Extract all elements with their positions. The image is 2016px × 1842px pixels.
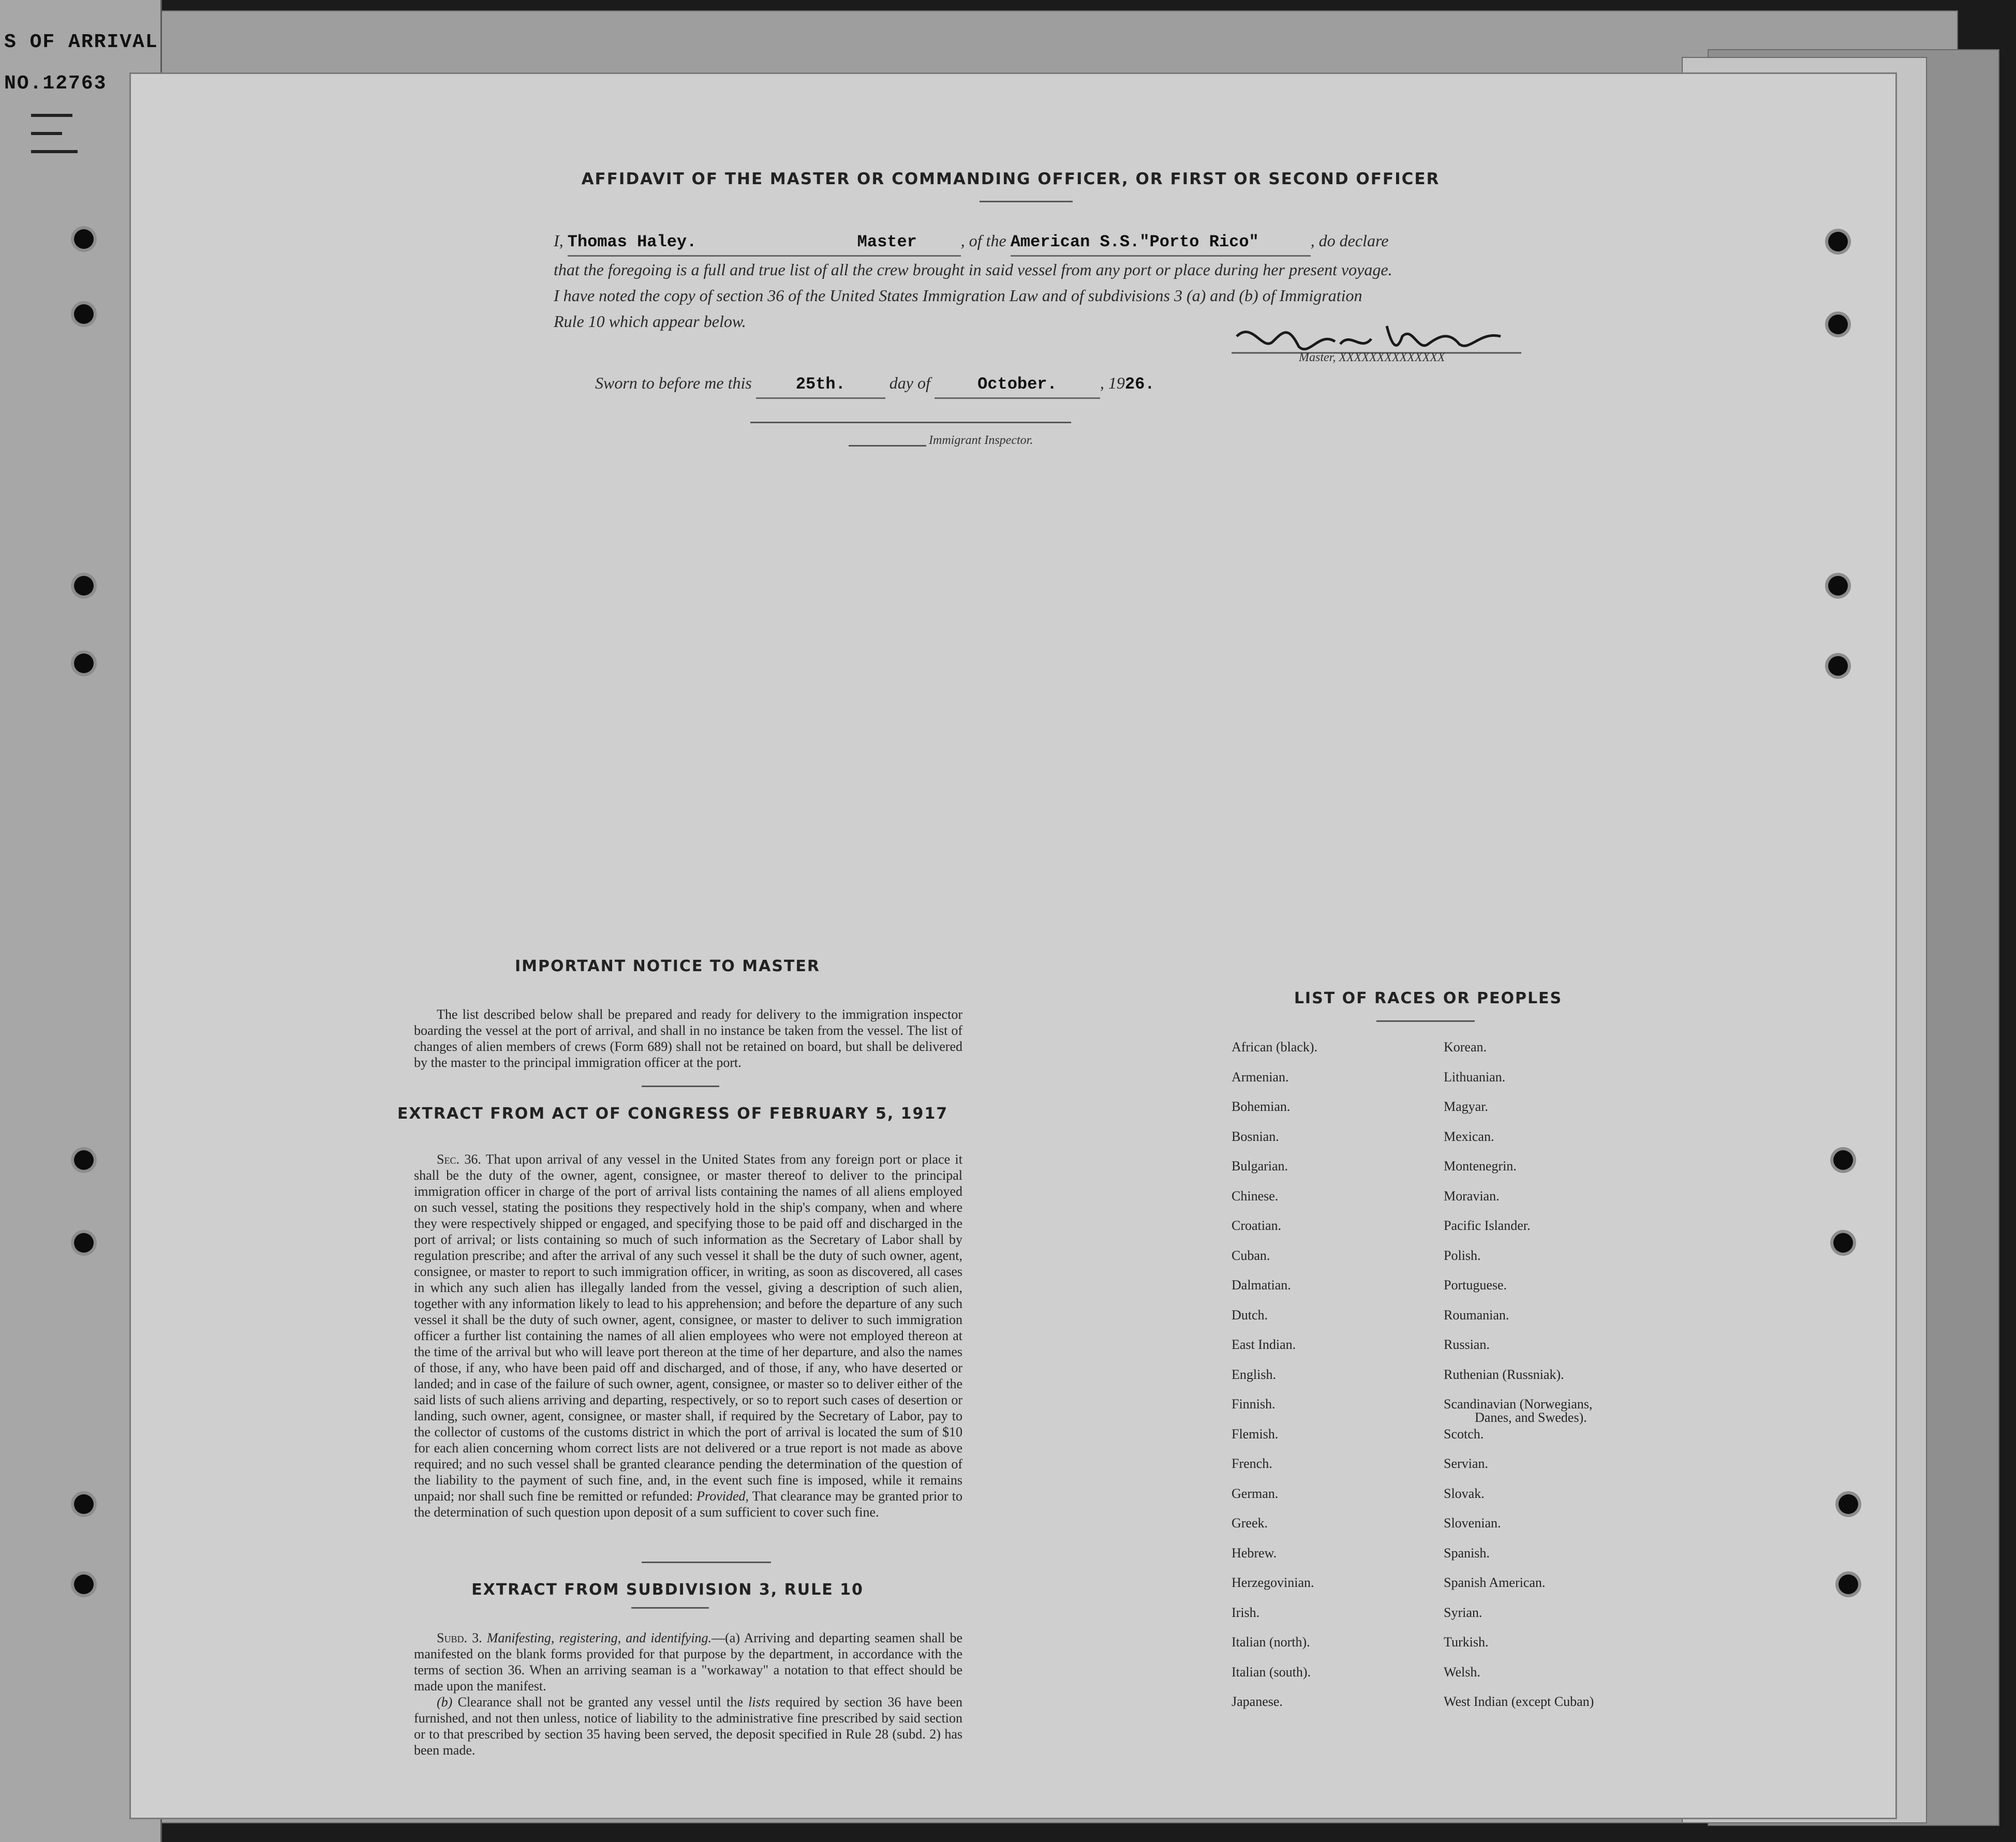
sworn-year: 26. [1124, 375, 1155, 394]
race-item: Moravian. [1444, 1188, 1500, 1204]
punch-hole [74, 1233, 94, 1253]
notice-title: IMPORTANT NOTICE TO MASTER [515, 957, 820, 975]
inspector-caption: Immigrant Inspector. [929, 434, 1033, 447]
punch-hole [74, 1574, 94, 1594]
sworn-line [595, 370, 1268, 399]
sworn-day: 25th. [795, 375, 846, 394]
punch-hole [74, 229, 94, 249]
sworn-label: Sworn to before me this [595, 374, 752, 392]
day-of-label: day of [889, 374, 930, 392]
race-item: Slovak. [1444, 1486, 1485, 1501]
vessel-field [1011, 228, 1311, 257]
notice-text-block [414, 1006, 962, 1071]
notice-text: The list described below shall be prepared and ready for delivery to the immigration inspector boarding the vessel at the port of arrival, and shall in no instance be taken from the vessel. The list of changes of alien members of crews (Form 689) shall not be retained on board, but shall be delivered by the master to the principal immigration officer at the port. [414, 1007, 962, 1070]
act-title: EXTRACT FROM ACT OF CONGRESS OF FEBRUARY 5, 1917 [397, 1105, 948, 1123]
do-declare-label: , do declare [1310, 231, 1389, 250]
races-left-column [1232, 1040, 1439, 1713]
stamp-dash [31, 132, 62, 135]
punch-hole [74, 576, 94, 596]
race-item: Cuban. [1232, 1247, 1270, 1263]
para-a-label: —(a) [711, 1630, 740, 1645]
races-title-underline [1376, 1020, 1475, 1022]
stamp-dash [31, 150, 78, 153]
para-b-end: required by section 36 have been furnished, and not then unless, notice of liability to the administrative fine prescribed by said section or to that prescribed by section 35 having been served, the deposit specified in Rule 28 (subd. 2) has been made. [414, 1695, 963, 1758]
race-item: West Indian (except Cuban) [1444, 1694, 1594, 1709]
races-right-column [1444, 1040, 1661, 1713]
affidavit-title: AFFIDAVIT OF THE MASTER OR COMMANDING OFFICER, OR FIRST OR SECOND OFFICER [581, 170, 1440, 188]
race-item: Chinese. [1232, 1188, 1279, 1204]
race-item: Spanish. [1444, 1545, 1490, 1561]
signature-caption: Master, XXXXXXXXXXXXXX [1299, 351, 1445, 364]
declaration-line-3: I have noted the copy of section 36 of the United States Immigration Law and of subdivisions 3 (a) and (b) of Immigration [554, 286, 1362, 305]
punch-hole [1828, 315, 1848, 334]
rule-text-block [414, 1630, 962, 1758]
inspector-signature-line [750, 422, 1071, 423]
act-text-block [414, 1151, 962, 1520]
race-item: Italian (north). [1232, 1635, 1310, 1650]
race-item: Magyar. [1444, 1099, 1488, 1114]
arrival-stamp-number: NO.12763 [4, 72, 107, 95]
rule-para-a [414, 1630, 962, 1694]
punch-hole [1833, 1150, 1853, 1170]
race-item: Bohemian. [1232, 1099, 1291, 1114]
race-item: Dalmatian. [1232, 1277, 1291, 1293]
year-prefix: , 19 [1100, 374, 1125, 392]
sworn-month: October. [977, 375, 1057, 394]
section-divider [631, 1607, 709, 1609]
race-item: Pacific Islander. [1444, 1218, 1531, 1233]
i-label: I, [554, 231, 564, 250]
vessel-name: American S.S."Porto Rico" [1010, 232, 1259, 251]
rule-title: EXTRACT FROM SUBDIVISION 3, RULE 10 [471, 1581, 864, 1599]
inspector-short-line [849, 445, 926, 447]
race-item: Ruthenian (Russniak). [1444, 1366, 1564, 1382]
arrival-stamp-line1: S OF ARRIVAL [4, 31, 158, 53]
act-body: That upon arrival of any vessel in the United States from any foreign port or place it shall be the duty of the owner, agent, consignee, or master thereof to deliver to the principal immigration officer in charge of the port of arrival lists containing the names of all aliens employed on such vessel, stating the positions they respectively hold in the ship's company, when and where they were respectively shipped or engaged, and specifying those to be paid off and discharged in the port of arrival; or lists containing so much of such information as the Secretary of Labor shall by regulation prescribe; and after the arrival of any such vessel it shall be the duty of such owner, agent, consignee, or master to report to such immigration officer, in writing, as soon as discovered, all cases in which any such alien has illegally landed from the vessel, giving a description of such alien, together with any information likely to lead to his apprehension; and before the departure of any such vessel it shall be the duty of such owner, agent, consignee, or master to deliver to such immigration officer a further list containing the names of all alien employees who were not employed thereon at the time of the arrival but who will leave port thereon at the time of her departure, and also the names of those, if any, who have been paid off and discharged, and of those, if any, who have deserted or landed; and in case of the failure of such owner, agent, consignee, or master so to deliver either of the said lists of such aliens arriving and departing, respectively, or so to report such cases of desertion or landing, such owner, agent, consignee, or master shall, if required by the Secretary of Labor, pay to the collector of customs of the customs district in which the port of arrival is located the sum of $10 for each alien concerning whom correct lists are not delivered or a true report is not made as above required; and no such vessel shall be granted clearance pending the determination of the question of the liability to the payment of such fine, and, in the event such fine is imposed, while it remains unpaid; nor shall such fine be remitted or refunded: [414, 1152, 963, 1504]
race-item: Greek. [1232, 1516, 1268, 1531]
race-item: Bulgarian. [1232, 1158, 1288, 1173]
race-item: Polish. [1444, 1247, 1481, 1263]
punch-hole [1839, 1574, 1858, 1594]
race-item: Montenegrin. [1444, 1158, 1517, 1173]
race-item: Japanese. [1232, 1694, 1283, 1709]
race-item: Slovenian. [1444, 1516, 1501, 1531]
race-item: Lithuanian. [1444, 1069, 1506, 1085]
race-item: Irish. [1232, 1605, 1260, 1620]
race-item: English. [1232, 1366, 1276, 1382]
master-name: Thomas Haley. [567, 232, 697, 251]
para-a-text: Arriving and departing seamen shall be manifested on the blank forms provided for that purpose by the department, in accordance with the terms of section 36. When an arriving seaman is a "workaway" a notation to that effect should be made upon the manifest. [414, 1630, 962, 1694]
sworn-day-field [756, 370, 885, 399]
race-item: French. [1232, 1456, 1272, 1471]
race-item: Syrian. [1444, 1605, 1483, 1620]
stamp-dash [31, 114, 72, 117]
race-item: Finnish. [1232, 1397, 1276, 1412]
punch-hole [74, 653, 94, 673]
race-item: Italian (south). [1232, 1664, 1311, 1680]
para-b-start: Clearance shall not be granted any vessel until the [457, 1695, 743, 1710]
race-item: Portuguese. [1444, 1277, 1507, 1293]
provided-word: Provided, [696, 1489, 749, 1504]
punch-hole [74, 1150, 94, 1170]
punch-hole [74, 304, 94, 324]
of-the-label: , of the [960, 231, 1006, 250]
declaration-line-2: that the foregoing is a full and true list of all the crew brought in said vessel from any port or place during her present voyage. [554, 260, 1392, 279]
race-item: Spanish American. [1444, 1575, 1546, 1590]
race-item: African (black). [1232, 1039, 1318, 1054]
master-name-field [568, 228, 857, 257]
race-item: Servian. [1444, 1456, 1488, 1471]
race-item: Herzegovinian. [1232, 1575, 1314, 1590]
race-item: Russian. [1444, 1337, 1490, 1352]
declaration-line-4: Rule 10 which appear below. [554, 312, 746, 331]
subd-heading: Manifesting, registering, and identifying. [486, 1630, 712, 1645]
race-item: Turkish. [1444, 1635, 1489, 1650]
title-underline [980, 201, 1073, 202]
declaration-line-1 [554, 228, 1532, 257]
punch-hole [1828, 576, 1848, 596]
sec-label: Sec. 36. [437, 1152, 481, 1167]
punch-hole [1828, 656, 1848, 676]
rule-para-b [414, 1694, 962, 1758]
race-item: German. [1232, 1486, 1279, 1501]
race-item: Hebrew. [1232, 1545, 1277, 1561]
para-b-lists: lists [748, 1695, 770, 1710]
sworn-month-field [935, 370, 1100, 399]
race-item: Scotch. [1444, 1426, 1484, 1442]
punch-hole [1839, 1494, 1858, 1514]
race-item: Danes, and Swedes). [1475, 1410, 1587, 1425]
races-title: LIST OF RACES OR PEOPLES [1294, 989, 1563, 1007]
master-position: Master [857, 232, 917, 251]
section-divider [642, 1562, 771, 1563]
race-item: Croatian. [1232, 1218, 1282, 1233]
race-item: Scandinavian (Norwegians, [1444, 1397, 1593, 1412]
race-item: Flemish. [1232, 1426, 1279, 1442]
race-item: Bosnian. [1232, 1128, 1279, 1144]
race-item: Armenian. [1232, 1069, 1289, 1085]
punch-hole [1833, 1233, 1853, 1253]
race-item: Welsh. [1444, 1664, 1480, 1680]
race-item: Korean. [1444, 1039, 1487, 1054]
position-field [857, 228, 961, 257]
race-item: Mexican. [1444, 1128, 1494, 1144]
punch-hole [74, 1494, 94, 1514]
act-body-end: That clearance may be granted prior to the determination of such question upon deposit of a sum sufficient to cover such fine. [414, 1489, 963, 1520]
section-divider [642, 1086, 719, 1087]
race-item: East Indian. [1232, 1337, 1296, 1352]
para-b-label: (b) [437, 1695, 453, 1710]
act-text [414, 1151, 962, 1520]
punch-hole [1828, 232, 1848, 251]
race-item: Roumanian. [1444, 1307, 1509, 1323]
race-item: Dutch. [1232, 1307, 1268, 1323]
subd-label: Subd. 3. [437, 1630, 482, 1645]
